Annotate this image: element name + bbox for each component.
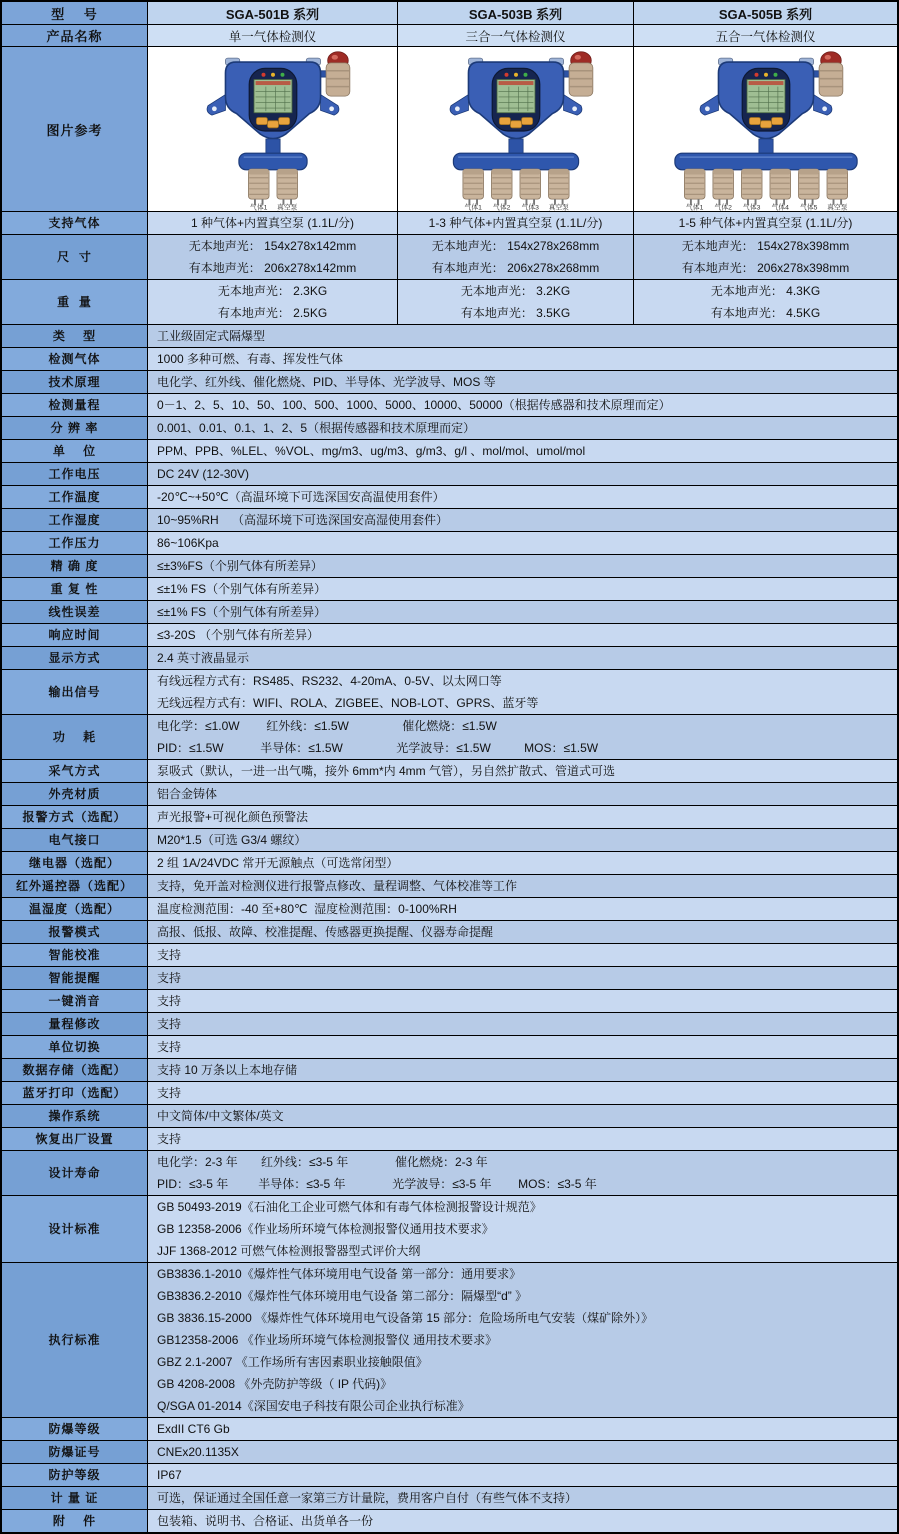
row-label [2,967,148,989]
row-label [2,1196,148,1262]
row-label [2,486,148,508]
value-line: 功 耗 [52,729,97,744]
svg-text:真空泵: 真空泵 [826,204,847,211]
value-line: PID：≤1.5W 半导体：≤1.5W 光学波导：≤1.5W MOS：≤1.5W [157,740,599,755]
value-line: 1 种气体+内置真空泵 (1.1L/分) [190,215,355,230]
row-label [2,532,148,554]
value-line: 工作电压 [48,466,101,481]
value-line: 智能提醒 [48,970,101,985]
value-line: GB 4208-2008 《外壳防护等级（ IP 代码)》 [157,1376,393,1391]
row-label [2,921,148,943]
value-line: 执行标准 [48,1332,101,1347]
row-label [2,1151,148,1195]
svg-text:气体1: 气体1 [464,204,482,211]
value-line: 报警方式（选配） [22,809,127,824]
value-line: 有本地声光： 2.5KG [217,305,328,320]
table-row [2,1464,897,1487]
table-row [2,1036,897,1059]
row-model [2,2,897,25]
svg-text:真空泵: 真空泵 [276,204,297,211]
row-label [2,670,148,714]
row-value [148,509,897,531]
row-value [148,1441,897,1463]
value-line: 0－1、2、5、10、50、100、500、1000、5000、10000、50000（根据传感器和技术原理而定） [157,397,671,412]
value-line: 操作系统 [48,1108,101,1123]
table-row [2,578,897,601]
table-row [2,463,897,486]
value-line: ≤±3%FS（个别气体有所差异） [157,558,323,573]
table-row [2,325,897,348]
row-label [2,348,148,370]
row-value [148,463,897,485]
series-name-503b: SGA-503B 系列 [398,2,634,24]
value-line: 高报、低报、故障、校准提醒、传感器更换提醒、仪器寿命提醒 [157,924,494,939]
row-value [398,235,634,279]
value-line: 工作温度 [48,489,101,504]
table-row [2,555,897,578]
row-label [2,509,148,531]
row-value [148,1487,897,1509]
value-line: -20℃~+50℃（高温环境下可选深国安高温使用套件） [157,489,445,504]
value-line: GB 50493-2019《石油化工企业可燃气体和有毒气体检测报警设计规范》 [157,1199,542,1214]
row-value [148,1105,897,1127]
svg-text:气体1: 气体1 [685,204,703,211]
value-line: 包装箱、说明书、合格证、出货单各一份 [157,1513,374,1528]
row-value [148,1151,897,1195]
row-value [148,1510,897,1532]
value-line: 数据存储（选配） [22,1062,127,1077]
value-line: 86~106Kpa [157,535,219,550]
row-value [148,1059,897,1081]
row-label [2,417,148,439]
row-value [148,1418,897,1440]
table-row [2,898,897,921]
table-row [2,1128,897,1151]
table-row [2,1418,897,1441]
row-value [148,783,897,805]
spec-rows-container [2,212,897,1532]
value-line: 有本地声光： 4.5KG [710,305,821,320]
value-line: GB12358-2006 《作业场所环境气体检测报警仪 通用技术要求》 [157,1332,498,1347]
value-line: 蓝牙打印（选配） [22,1085,127,1100]
row-value [148,1036,897,1058]
value-line: 2.4 英寸液晶显示 [157,650,250,665]
series-name-505b: SGA-505B 系列 [634,2,897,24]
value-line: GB 12358-2006《作业场所环境气体检测报警仪通用技术要求》 [157,1221,494,1236]
value-line: 重 复 性 [50,581,99,596]
table-row [2,348,897,371]
value-line: 2 组 1A/24VDC 常开无源触点（可选常闭型） [157,855,399,870]
table-row [2,417,897,440]
table-row [2,509,897,532]
row-value [148,1013,897,1035]
value-line: 支持 [157,993,182,1008]
product-device-image-503b [398,47,634,211]
row-value [148,555,897,577]
table-row [2,1151,897,1196]
value-line: 检测量程 [48,397,101,412]
value-line: 铝合金铸体 [157,786,218,801]
value-line: 电气接口 [48,832,101,847]
value-line: 1-5 种气体+内置真空泵 (1.1L/分) [678,215,853,230]
row-value [148,212,398,234]
row-label [2,647,148,669]
table-row [2,1487,897,1510]
table-row [2,532,897,555]
table-row [2,601,897,624]
value-line: 采气方式 [48,763,101,778]
row-label [2,1441,148,1463]
value-line: DC 24V (12-30V) [157,466,250,481]
value-line: 温度检测范围：-40 至+80℃ 湿度检测范围：0-100%RH [157,901,457,916]
row-label [2,601,148,623]
table-row [2,1196,897,1263]
table-row [2,1105,897,1128]
row-value [148,990,897,1012]
table-row [2,486,897,509]
row-product-name [2,25,897,47]
value-line: Q/SGA 01-2014《深国安电子科技有限公司企业执行标准》 [157,1398,470,1413]
value-line: 附 件 [52,1513,97,1528]
row-value [148,440,897,462]
value-line: 1-3 种气体+内置真空泵 (1.1L/分) [428,215,603,230]
svg-text:气体3: 气体3 [742,204,760,211]
value-line: 电化学、红外线、催化燃烧、PID、半导体、光学波导、MOS 等 [157,374,496,389]
table-row [2,1263,897,1418]
row-value [148,280,398,324]
row-label [2,1082,148,1104]
row-value [148,1128,897,1150]
row-label [2,1013,148,1035]
row-label [2,1464,148,1486]
product-name-row-label: 产品名称 [2,25,148,46]
row-value [398,212,634,234]
row-label [2,371,148,393]
svg-text:气体5: 气体5 [799,204,817,211]
value-line: 无本地声光： 3.2KG [460,283,571,298]
product-device-image-505b [634,47,897,211]
row-value [148,235,398,279]
value-line: 可选，保证通过全国任意一家第三方计量院，费用客户自付（有些气体不支持） [157,1490,578,1505]
value-line: 工作湿度 [48,512,101,527]
row-value [148,898,897,920]
table-row [2,967,897,990]
table-row [2,1082,897,1105]
value-line: 支持 [157,970,182,985]
row-label [2,898,148,920]
value-line: 电化学：≤1.0W 红外线：≤1.5W 催化燃烧：≤1.5W [157,718,497,733]
value-line: GB 3836.15-2000 《爆炸性气体环境用电气设备第 15 部分：危险场所电气安装（煤矿除外）》 [157,1310,654,1325]
row-value [148,967,897,989]
value-line: JJF 1368-2012 可燃气体检测报警器型式评价大纲 [157,1243,421,1258]
value-line: 无本地声光： 154x278x142mm [188,238,357,253]
row-label [2,624,148,646]
value-line: 类 型 [52,328,97,343]
row-value [148,394,897,416]
row-value [634,280,897,324]
row-value [148,1082,897,1104]
value-line: 设计寿命 [48,1165,101,1180]
row-image-reference [2,47,897,212]
row-label [2,280,148,324]
row-value [148,578,897,600]
table-row [2,1059,897,1082]
row-label [2,783,148,805]
value-line: 智能校准 [48,947,101,962]
row-label [2,715,148,759]
value-line: 一键消音 [48,993,101,1008]
value-line: 量程修改 [48,1016,101,1031]
value-line: 线性误差 [48,604,101,619]
row-value [148,1464,897,1486]
value-line: 有本地声光： 206x278x398mm [681,260,850,275]
value-line: 支持 [157,1039,182,1054]
table-row [2,875,897,898]
table-row [2,394,897,417]
value-line: IP67 [157,1467,182,1482]
value-line: 泵吸式（默认，一进一出气嘴，接外 6mm*内 4mm 气管），另自然扩散式、管道式可选 [157,763,616,778]
row-label [2,806,148,828]
svg-text:气体1: 气体1 [249,204,267,211]
value-line: 工作压力 [48,535,101,550]
value-line: 单 位 [52,443,97,458]
table-row [2,806,897,829]
table-row [2,715,897,760]
table-row [2,783,897,806]
table-row [2,1510,897,1532]
value-line: 重 量 [57,294,92,309]
value-line: 工业级固定式隔爆型 [157,328,266,343]
value-line: 尺 寸 [57,249,92,264]
value-line: 无本地声光： 154x278x268mm [431,238,600,253]
row-label [2,235,148,279]
table-row [2,371,897,394]
product-name-5in1: 五合一气体检测仪 [634,25,897,46]
row-value [148,760,897,782]
table-row [2,212,897,235]
value-line: ExdII CT6 Gb [157,1421,230,1436]
table-row [2,760,897,783]
value-line: GBZ 2.1-2007 《工作场所有害因素职业接触限值》 [157,1354,428,1369]
row-label [2,463,148,485]
value-line: ≤±1% FS（个别气体有所差异） [157,604,327,619]
table-row [2,670,897,715]
value-line: 显示方式 [48,650,101,665]
value-line: 继电器（选配） [28,855,120,870]
table-row [2,440,897,463]
row-label [2,1418,148,1440]
product-device-image-501b [148,47,398,211]
value-line: ≤±1% FS（个别气体有所差异） [157,581,327,596]
row-label [2,1487,148,1509]
row-label [2,555,148,577]
svg-text:气体3: 气体3 [521,204,539,211]
table-row [2,624,897,647]
row-label [2,760,148,782]
row-label [2,578,148,600]
row-value [148,944,897,966]
table-row [2,647,897,670]
row-label [2,852,148,874]
value-line: 支持 [157,1085,182,1100]
row-value [148,647,897,669]
value-line: 有线远程方式有：RS485、RS232、4-20mA、0-5V、以太网口等 [157,673,502,688]
row-label [2,325,148,347]
row-value [148,1263,897,1417]
row-label [2,1059,148,1081]
table-row [2,1013,897,1036]
value-line: 10~95%RH （高湿环境下可选深国安高湿使用套件） [157,512,449,527]
row-label [2,212,148,234]
value-line: PPM、PPB、%LEL、%VOL、mg/m3、ug/m3、g/m3、g/l 、mol/mol、umol/mol [157,443,586,458]
value-line: 支持，免开盖对检测仪进行报警点修改、量程调整、气体校准等工作 [157,878,518,893]
value-line: 1000 多种可燃、有毒、挥发性气体 [157,351,344,366]
table-row [2,235,897,280]
row-value [148,348,897,370]
value-line: 红外遥控器（选配） [15,878,133,893]
row-value [634,212,897,234]
value-line: 无本地声光： 4.3KG [710,283,821,298]
value-line: 计 量 证 [50,1490,99,1505]
value-line: 电化学：2-3 年 红外线：≤3-5 年 催化燃烧：2-3 年 [157,1154,488,1169]
table-row [2,829,897,852]
value-line: 防护等级 [48,1467,101,1482]
row-value [148,417,897,439]
row-label [2,1263,148,1417]
row-value [148,624,897,646]
row-value [148,325,897,347]
value-line: 无本地声光： 154x278x398mm [681,238,850,253]
row-label [2,394,148,416]
value-line: M20*1.5（可选 G3/4 螺纹） [157,832,307,847]
row-value [148,532,897,554]
row-label [2,440,148,462]
row-value [148,829,897,851]
row-value [148,921,897,943]
table-row [2,944,897,967]
row-value [148,715,897,759]
value-line: GB3836.1-2010《爆炸性气体环境用电气设备 第一部分：通用要求》 [157,1266,522,1281]
value-line: 有本地声光： 3.5KG [460,305,571,320]
value-line: 技术原理 [48,374,101,389]
value-line: ≤3-20S （个别气体有所差异） [157,627,319,642]
value-line: 外壳材质 [48,786,101,801]
row-label [2,829,148,851]
row-value [634,235,897,279]
value-line: 支持气体 [48,215,101,230]
row-value [148,601,897,623]
svg-text:气体2: 气体2 [714,204,732,211]
value-line: 温湿度（选配） [28,901,120,916]
value-line: 精 确 度 [50,558,99,573]
value-line: 分 辨 率 [50,420,99,435]
svg-text:真空泵: 真空泵 [548,204,569,211]
svg-text:气体4: 气体4 [771,204,789,211]
value-line: 声光报警+可视化颜色预警法 [157,809,309,824]
model-row-label: 型 号 [2,2,148,24]
series-name-501b: SGA-501B 系列 [148,2,398,24]
value-line: 中文简体/中文繁体/英文 [157,1108,284,1123]
row-label [2,1510,148,1532]
value-line: 无线远程方式有：WIFI、ROLA、ZIGBEE、NOB-LOT、GPRS、蓝牙等 [157,695,539,710]
svg-text:气体2: 气体2 [492,204,510,211]
row-value [148,806,897,828]
value-line: 防爆等级 [48,1421,101,1436]
value-line: 单位切换 [48,1039,101,1054]
value-line: 设计标准 [48,1221,101,1236]
row-label [2,875,148,897]
value-line: 报警模式 [48,924,101,939]
row-value [148,1196,897,1262]
value-line: 有本地声光： 206x278x268mm [431,260,600,275]
table-row [2,1441,897,1464]
row-label [2,990,148,1012]
row-value [148,670,897,714]
row-label [2,1105,148,1127]
value-line: 支持 [157,947,182,962]
value-line: 输出信号 [48,684,101,699]
value-line: 有本地声光： 206x278x142mm [188,260,357,275]
table-row [2,852,897,875]
value-line: 支持 [157,1016,182,1031]
row-label [2,944,148,966]
row-value [398,280,634,324]
value-line: 无本地声光： 2.3KG [217,283,328,298]
value-line: 防爆证号 [48,1444,101,1459]
value-line: 支持 [157,1131,182,1146]
row-label [2,1036,148,1058]
value-line: 检测气体 [48,351,101,366]
row-value [148,371,897,393]
table-row [2,921,897,944]
row-label [2,1128,148,1150]
row-value [148,486,897,508]
value-line: 响应时间 [48,627,101,642]
value-line: CNEx20.1135X [157,1444,239,1459]
table-row [2,280,897,325]
product-name-3in1: 三合一气体检测仪 [398,25,634,46]
value-line: 恢复出厂设置 [35,1131,114,1146]
product-name-single: 单一气体检测仪 [148,25,398,46]
row-value [148,875,897,897]
value-line: GB3836.2-2010《爆炸性气体环境用电气设备 第二部分：隔爆型“d” 》 [157,1288,528,1303]
image-row-label: 图片参考 [2,47,148,211]
value-line: PID：≤3-5 年 半导体：≤3-5 年 光学波导：≤3-5 年 MOS：≤3-5 年 [157,1176,597,1191]
row-value [148,852,897,874]
table-row [2,990,897,1013]
value-line: 0.001、0.01、0.1、1、2、5（根据传感器和技术原理而定） [157,420,476,435]
value-line: 支持 10 万条以上本地存储 [157,1062,298,1077]
